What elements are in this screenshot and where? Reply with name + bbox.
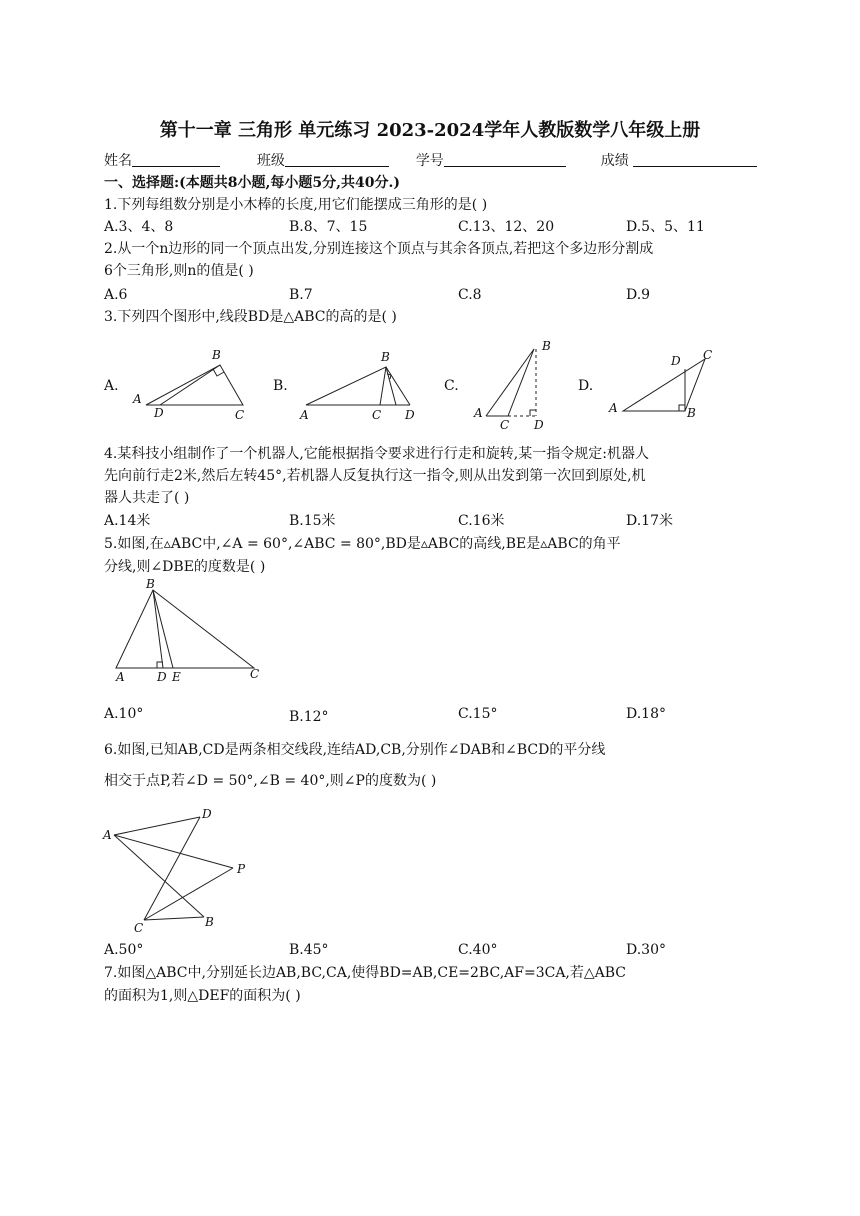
q5-label: E [172,670,181,684]
q3a-triangle [146,365,243,405]
q6-option-a[interactable]: A.50° [104,942,144,958]
q5-segment-bd [153,590,163,668]
q6-label: C [134,921,144,935]
q3-option-c-label[interactable]: C. [444,378,459,394]
q6-segment-ad [114,817,200,835]
q3b-label: B [381,350,390,364]
q6-label: P [237,862,246,876]
q3c-label: D [534,418,544,432]
q3-figure-d [605,345,725,425]
q1-option-d[interactable]: D.5、5、11 [626,219,705,235]
q3c-label: C [500,418,510,432]
q2-option-a[interactable]: A.6 [104,287,128,303]
q6-option-b[interactable]: B.45° [289,942,329,958]
id-label: 学号 [415,153,444,169]
q5-option-a[interactable]: A.10° [104,706,144,722]
section-heading: 一、选择题:(本题共8小题,每小题5分,共40分.) [104,175,401,191]
class-blank[interactable] [285,151,389,167]
q6-stem-line2: 相交于点P,若∠D = 50°,∠B = 40°,则∠P的度数为( ) [104,773,437,789]
q3b-label: C [372,408,382,422]
q5-option-c[interactable]: C.15° [458,706,498,722]
q1-option-a[interactable]: A.3、4、8 [104,219,174,235]
name-blank[interactable] [132,151,220,167]
q3a-label: A [133,392,142,406]
q5-label: B [146,577,155,591]
q5-option-d[interactable]: D.18° [626,706,666,722]
q5-stem-line2: 分线,则∠DBE的度数是( ) [104,559,266,575]
q3a-label: D [154,406,164,420]
q5-stem-line1: 5.如图,在▵ABC中,∠A = 60°,∠ABC = 80°,BD是▵ABC的高线,BE是▵ABC的角平 [104,536,621,552]
q2-option-d[interactable]: D.9 [626,287,651,303]
q6-label: A [103,828,112,842]
q3c-label: A [474,406,483,420]
q6-label: D [202,807,212,821]
q3-figure-b [298,345,423,425]
q3b-label: A [300,408,309,422]
q4-option-d[interactable]: D.17米 [626,513,673,529]
q3d-label: C [703,348,713,362]
q3a-segment-bd [160,365,220,405]
name-label: 姓名 [104,153,132,169]
q3a-label: C [235,408,245,422]
q1-option-b[interactable]: B.8、7、15 [289,219,368,235]
score-blank[interactable] [633,151,757,167]
q7-stem-line1: 7.如图△ABC中,分别延长边AB,BC,CA,使得BD=AB,CE=2BC,AF=3CA,若△ABC [104,965,627,981]
q3d-right-angle-mark [679,405,685,411]
q3d-label: B [687,406,696,420]
id-blank[interactable] [444,151,566,167]
q3d-triangle [623,359,705,411]
q3d-label: D [671,354,681,368]
q3-option-b-label[interactable]: B. [273,378,288,394]
q5-segment-be [153,590,173,668]
q2-stem-line2: 6个三角形,则n的值是( ) [104,263,254,279]
q5-label: A [116,670,125,684]
q3-stem: 3.下列四个图形中,线段BD是△ABC的高的是( ) [104,309,397,325]
q5-label: C [250,667,260,681]
q4-option-c[interactable]: C.16米 [458,513,505,529]
q3b-segment-bc-inner [380,367,386,405]
q4-option-b[interactable]: B.15米 [289,513,336,529]
q3b-label: D [405,408,415,422]
q3-figure-c [470,337,560,432]
q4-stem-line2: 先向前行走2米,然后左转45°,若机器人反复执行这一指令,则从出发到第一次回到原处,机 [104,468,646,484]
q3c-segment-ab [486,349,534,416]
q6-segment-dc [144,817,200,920]
class-label: 班级 [256,153,285,169]
q6-option-c[interactable]: C.40° [458,942,498,958]
q3-figure-a [128,345,248,425]
q3c-label: B [542,339,551,353]
q6-stem-line1: 6.如图,已知AB,CD是两条相交线段,连结AD,CB,分别作∠DAB和∠BCD的平分线 [104,742,606,758]
q5-figure [108,578,268,683]
q2-option-b[interactable]: B.7 [289,287,313,303]
q6-segment-cb [144,917,204,920]
q5-option-b[interactable]: B.12° [289,709,329,725]
q5-triangle-abc [116,590,254,668]
q7-stem-line2: 的面积为1,则△DEF的面积为( ) [104,988,301,1004]
q3a-label: B [212,348,221,362]
q5-label: D [157,670,167,684]
q6-option-d[interactable]: D.30° [626,942,666,958]
q3b-segment-bd [386,367,410,405]
q3c-right-angle-mark [530,410,536,416]
q3c-segment-bc [508,349,534,416]
q4-stem-line3: 器人共走了( ) [104,490,190,506]
q4-stem-line1: 4.某科技小组制作了一个机器人,它能根据指令要求进行行走和旋转,某一指令规定:机器人 [104,446,649,462]
student-info-line [104,150,757,172]
q4-option-a[interactable]: A.14米 [104,513,151,529]
q2-option-c[interactable]: C.8 [458,287,482,303]
q6-segment-cp [144,868,233,920]
q3-option-a-label[interactable]: A. [104,378,119,394]
score-label: 成绩 [600,153,629,169]
q2-stem-line1: 2.从一个n边形的同一个顶点出发,分别连接这个顶点与其余各顶点,若把这个多边形分割成 [104,241,654,257]
document-title: 第十一章 三角形 单元练习 2023-2024学年人教版数学八年级上册 [159,120,701,141]
q6-figure [100,805,260,935]
q3d-label: A [609,401,618,415]
q1-stem: 1.下列每组数分别是小木棒的长度,用它们能摆成三角形的是( ) [104,197,488,213]
q1-option-c[interactable]: C.13、12、20 [458,219,555,235]
q3-option-d-label[interactable]: D. [578,378,594,394]
q6-label: B [205,915,214,929]
